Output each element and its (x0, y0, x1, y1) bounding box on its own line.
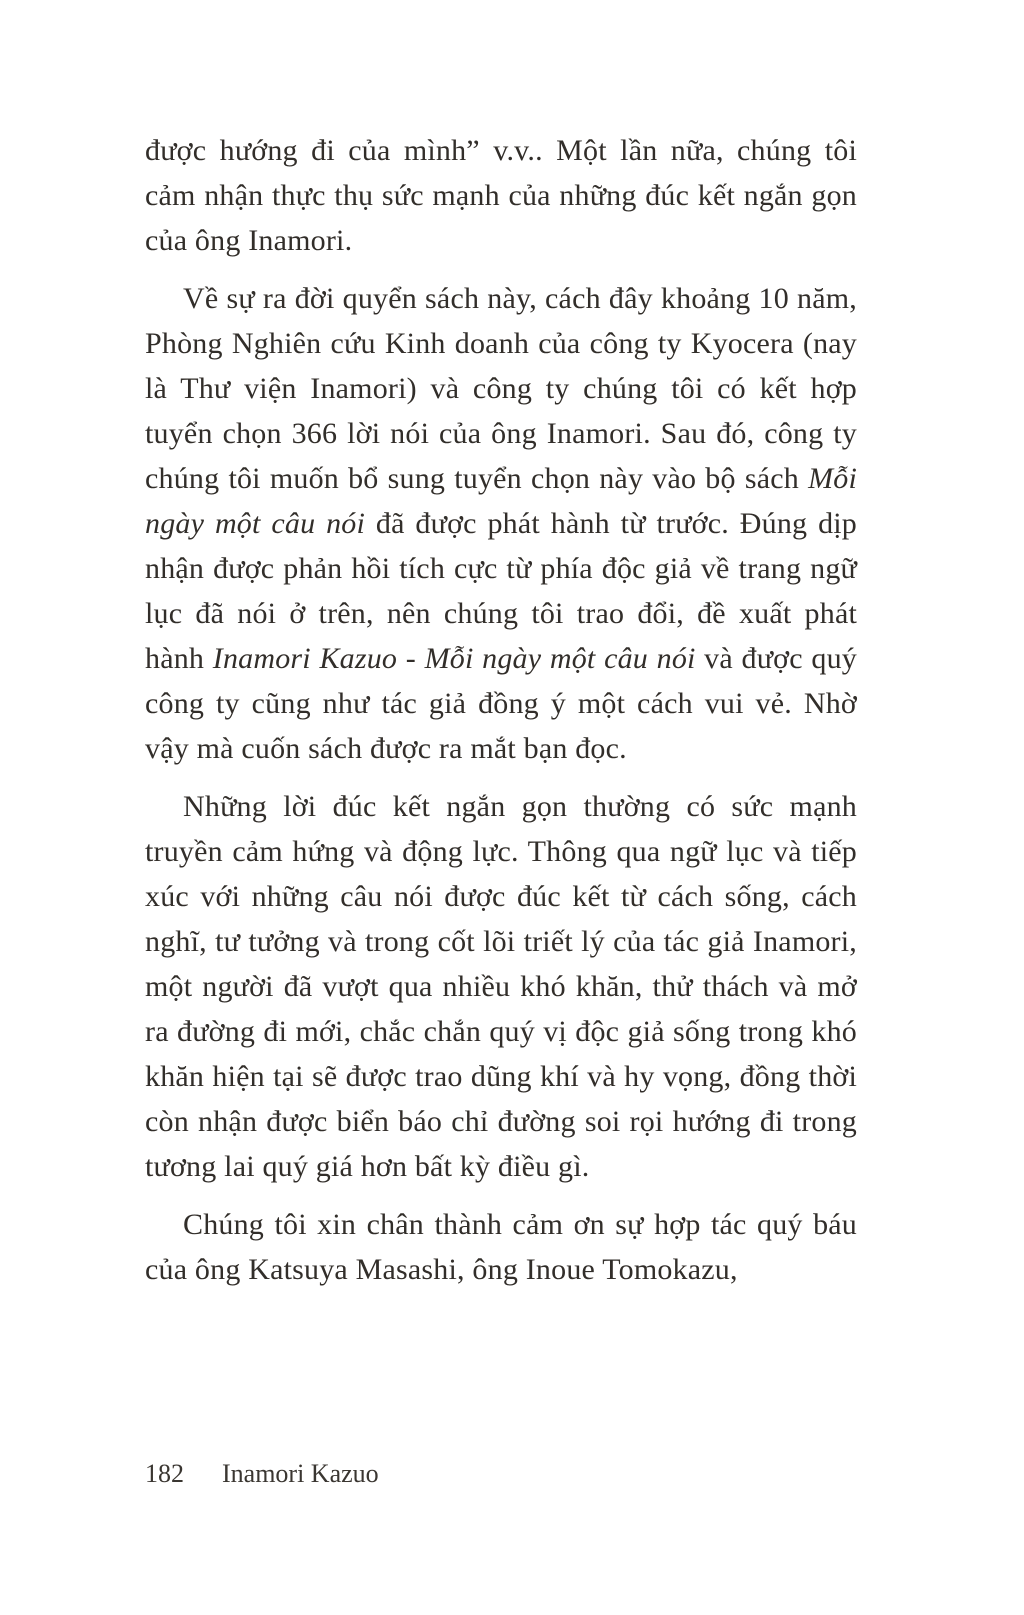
paragraph (145, 128, 857, 263)
text-run: Về sự ra đời quyển sách này, cách đây khoảng 10 năm, Phòng Nghiên cứu Kinh doanh của công ty Kyocera (nay là Thư viện Inamori) và công ty chúng tôi có kết hợp tuyển chọn 366 lời nói của ông Inamori. Sau đó, công ty chúng tôi muốn bổ sung tuyển chọn này vào bộ sách (145, 282, 857, 495)
running-title: Inamori Kazuo (222, 1459, 379, 1488)
paragraph (145, 276, 857, 771)
text-run: Những lời đúc kết ngắn gọn thường có sức mạnh truyền cảm hứng và động lực. Thông qua ngữ lục và tiếp xúc với những câu nói được đúc kết từ cách sống, cách nghĩ, tư tưởng và trong cốt lõi triết lý của tác giả Inamori, một người đã vượt qua nhiều khó khăn, thử thách và mở ra đường đi mới, chắc chắn quý vị độc giả sống trong khó khăn hiện tại sẽ được trao dũng khí và hy vọng, đồng thời còn nhận được biển báo chỉ đường soi rọi hướng đi trong tương lai quý giá hơn bất kỳ điều gì. (145, 790, 857, 1183)
text-run: được hướng đi của mình” v.v.. Một lần nữa, chúng tôi cảm nhận thực thụ sức mạnh của những đúc kết ngắn gọn của ông Inamori. (145, 134, 857, 257)
italic-text-run: Inamori Kazuo - Mỗi ngày một câu nói (212, 642, 696, 675)
text-run: và được quý công ty cũng như tác giả đồng ý một cách vui vẻ. Nhờ vậy mà cuốn sách được ra mắt bạn đọc. (145, 642, 857, 765)
text-run: Chúng tôi xin chân thành cảm ơn sự hợp tác quý báu của ông Katsuya Masashi, ông Inoue Tomokazu, (145, 1208, 857, 1286)
text-run: đã được phát hành từ trước. Đúng dịp nhận được phản hồi tích cực từ phía độc giả về trang ngữ lục đã nói ở trên, nên chúng tôi trao đổi, đề xuất phát hành (145, 507, 858, 675)
paragraph (145, 1202, 857, 1292)
page-text-block (145, 128, 857, 1305)
italic-text-run: Mỗi ngày một câu nói (145, 462, 857, 540)
page-footer (145, 1458, 379, 1490)
paragraph (145, 784, 857, 1189)
page-number: 182 (145, 1459, 184, 1488)
